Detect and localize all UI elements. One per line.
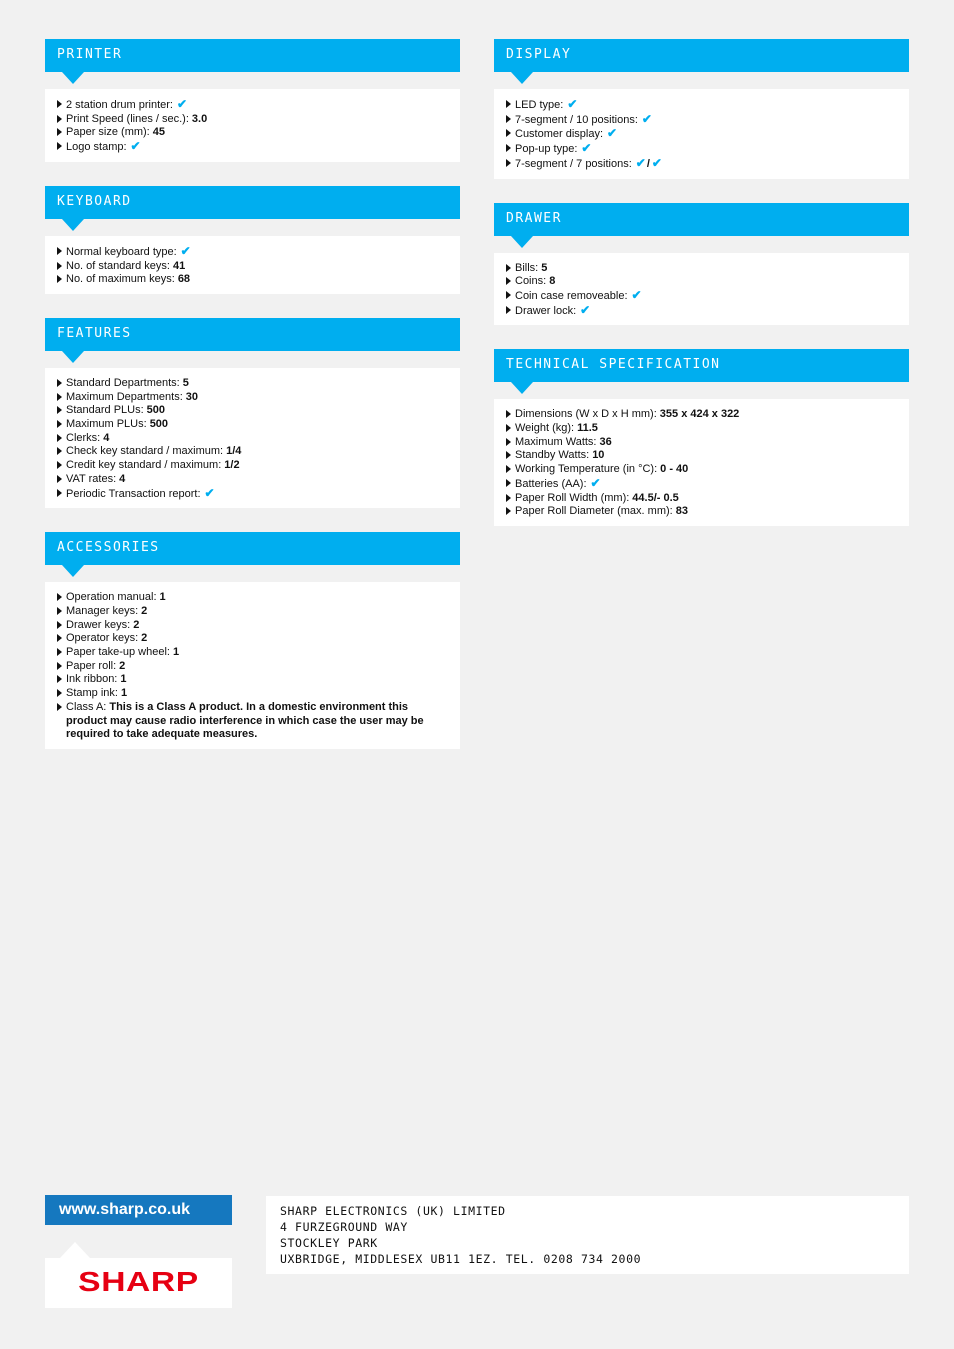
spec-value: 4 bbox=[103, 431, 110, 444]
spec-item bbox=[57, 140, 448, 155]
bullet-arrow-icon bbox=[506, 100, 511, 108]
spec-list bbox=[57, 98, 448, 155]
bullet-arrow-icon bbox=[57, 634, 62, 642]
spec-list bbox=[57, 245, 448, 287]
technical-specification-section bbox=[494, 349, 909, 526]
checkmark-icon: ✔ bbox=[580, 302, 591, 317]
header-pointer bbox=[511, 72, 533, 84]
spec-item bbox=[506, 304, 897, 319]
bullet-arrow-icon bbox=[506, 494, 511, 502]
features-section bbox=[45, 318, 460, 508]
spec-label: Paper Roll Width (mm): bbox=[515, 491, 630, 504]
spec-label: Coins: bbox=[515, 275, 547, 288]
spec-label: Ink ribbon: bbox=[66, 673, 118, 686]
checkmark-icon: ✔ bbox=[641, 111, 652, 126]
spec-label: No. of maximum keys: bbox=[66, 273, 175, 286]
spec-list bbox=[57, 591, 448, 742]
bullet-arrow-icon bbox=[506, 277, 511, 285]
section-header bbox=[45, 39, 460, 72]
section-title: DISPLAY bbox=[506, 47, 572, 62]
spec-value: 1 bbox=[172, 646, 180, 659]
spec-list bbox=[506, 262, 897, 319]
spec-list bbox=[57, 377, 448, 501]
spec-item bbox=[57, 418, 448, 432]
spec-value: 1 bbox=[159, 591, 166, 604]
checkmark-icon: ✔ bbox=[590, 475, 601, 490]
spec-value: 3.0 bbox=[191, 112, 208, 125]
bullet-arrow-icon bbox=[506, 438, 511, 446]
bullet-arrow-icon bbox=[57, 247, 62, 255]
spec-value: This is a Class A product. In a domestic environment this product may cause radio interference in which case the user may be required to take adequate measures. bbox=[66, 700, 424, 741]
left-column bbox=[45, 39, 460, 749]
logo-notch bbox=[60, 1242, 90, 1258]
spec-label: Paper roll: bbox=[66, 659, 117, 672]
spec-label: Drawer lock: bbox=[515, 304, 577, 317]
spec-label: Class A: bbox=[66, 700, 107, 713]
bullet-arrow-icon bbox=[57, 393, 62, 401]
company-address bbox=[266, 1196, 909, 1274]
spec-value: 10 bbox=[592, 449, 605, 462]
bullet-arrow-icon bbox=[57, 128, 62, 136]
spec-item bbox=[506, 98, 897, 113]
spec-label: Drawer keys: bbox=[66, 618, 131, 631]
bullet-arrow-icon bbox=[57, 621, 62, 629]
checkmark-icon: ✔ bbox=[651, 155, 662, 170]
spec-box bbox=[494, 399, 909, 526]
spec-box bbox=[45, 236, 460, 294]
address-line: 4 FURZEGROUND WAY bbox=[280, 1220, 408, 1234]
bullet-arrow-icon bbox=[57, 607, 62, 615]
header-pointer bbox=[62, 565, 84, 577]
bullet-arrow-icon bbox=[57, 420, 62, 428]
spec-label: Stamp ink: bbox=[66, 687, 118, 700]
spec-item bbox=[57, 487, 448, 502]
spec-label: VAT rates: bbox=[66, 472, 117, 485]
section-header bbox=[494, 349, 909, 382]
bullet-arrow-icon bbox=[57, 689, 62, 697]
spec-label: Operation manual: bbox=[66, 591, 157, 604]
bullet-arrow-icon bbox=[506, 479, 511, 487]
section-header bbox=[494, 39, 909, 72]
spec-label: Paper size (mm): bbox=[66, 126, 150, 139]
spec-label: Customer display: bbox=[515, 128, 604, 141]
spec-item bbox=[506, 492, 897, 506]
section-title: TECHNICAL SPECIFICATION bbox=[506, 357, 721, 373]
bullet-arrow-icon bbox=[57, 648, 62, 656]
spec-value: 83 bbox=[675, 505, 688, 518]
spec-item bbox=[506, 463, 897, 477]
bullet-arrow-icon bbox=[57, 262, 62, 270]
spec-value: 0 - 40 bbox=[660, 463, 689, 476]
spec-value: 44.5/- 0.5 bbox=[632, 491, 679, 504]
spec-box bbox=[494, 253, 909, 326]
bullet-arrow-icon bbox=[506, 115, 511, 123]
bullet-arrow-icon bbox=[57, 434, 62, 442]
spec-label: Credit key standard / maximum: bbox=[66, 459, 222, 472]
bullet-arrow-icon bbox=[506, 159, 511, 167]
display-section bbox=[494, 39, 909, 179]
checkmark-icon: ✔ bbox=[177, 97, 188, 111]
section-header bbox=[494, 203, 909, 236]
spec-value: 500 bbox=[149, 418, 169, 431]
spec-label: Pop-up type: bbox=[515, 143, 578, 156]
spec-item bbox=[57, 391, 448, 405]
bullet-arrow-icon bbox=[506, 424, 511, 432]
spec-label: Maximum PLUs: bbox=[66, 418, 147, 431]
checkmark-icon: ✔ bbox=[204, 485, 215, 500]
spec-label: Normal keyboard type: bbox=[66, 245, 177, 258]
spec-item bbox=[506, 142, 897, 157]
keyboard-section bbox=[45, 186, 460, 294]
header-pointer bbox=[62, 72, 84, 84]
bullet-arrow-icon bbox=[57, 275, 62, 283]
spec-label: Clerks: bbox=[66, 431, 101, 444]
spec-value: 68 bbox=[177, 273, 191, 286]
spec-item bbox=[57, 619, 448, 633]
spec-value: 5 bbox=[182, 376, 189, 389]
spec-list bbox=[506, 98, 897, 172]
bullet-arrow-icon bbox=[506, 410, 511, 418]
right-column bbox=[494, 39, 909, 550]
spec-item bbox=[506, 422, 897, 436]
checkmark-icon: ✔ bbox=[635, 155, 646, 170]
spec-label: Bills: bbox=[515, 261, 539, 274]
spec-value: 2 bbox=[119, 659, 126, 672]
bullet-arrow-icon bbox=[506, 144, 511, 152]
bullet-arrow-icon bbox=[57, 703, 62, 711]
spec-item bbox=[57, 126, 448, 140]
spec-label: 2 station drum printer: bbox=[66, 99, 173, 111]
sharp-logo-text: SHARP bbox=[78, 1266, 199, 1297]
spec-label: Manager keys: bbox=[66, 604, 139, 617]
checkmark-icon: ✔ bbox=[130, 139, 141, 154]
spec-item bbox=[57, 591, 448, 605]
spec-value: 5 bbox=[541, 261, 548, 274]
spec-value: 45 bbox=[152, 126, 165, 139]
bullet-arrow-icon bbox=[506, 451, 511, 459]
printer-section bbox=[45, 39, 460, 162]
spec-label: Standard Departments: bbox=[66, 376, 180, 389]
header-pointer bbox=[62, 219, 84, 231]
spec-value: 8 bbox=[549, 275, 556, 288]
spec-label: Paper Roll Diameter (max. mm): bbox=[515, 505, 673, 518]
spec-item bbox=[57, 473, 448, 487]
spec-item bbox=[506, 113, 897, 128]
bullet-arrow-icon bbox=[57, 461, 62, 469]
spec-item bbox=[57, 605, 448, 619]
bullet-arrow-icon bbox=[57, 379, 62, 387]
spec-label: 7-segment / 7 positions: bbox=[515, 157, 632, 170]
spec-value: 36 bbox=[599, 435, 612, 448]
spec-item bbox=[506, 505, 897, 519]
address-line: STOCKLEY PARK bbox=[280, 1236, 378, 1250]
spec-value: 2 bbox=[141, 604, 148, 617]
bullet-arrow-icon bbox=[506, 129, 511, 137]
spec-label: Dimensions (W x D x H mm): bbox=[515, 408, 657, 421]
spec-label: Standard PLUs: bbox=[66, 404, 144, 417]
spec-label: Weight (kg): bbox=[515, 422, 575, 435]
bullet-arrow-icon bbox=[506, 507, 511, 515]
slash-separator: / bbox=[646, 157, 650, 170]
spec-item bbox=[57, 632, 448, 646]
bullet-arrow-icon bbox=[57, 662, 62, 670]
section-title: DRAWER bbox=[506, 210, 562, 226]
spec-item bbox=[57, 432, 448, 446]
spec-value: 4 bbox=[119, 472, 126, 485]
spec-item bbox=[506, 157, 897, 172]
spec-value: 2 bbox=[133, 618, 140, 631]
spec-value: 500 bbox=[146, 404, 166, 417]
drawer-section bbox=[494, 203, 909, 326]
spec-value: 11.5 bbox=[577, 422, 598, 435]
header-pointer bbox=[511, 382, 533, 394]
spec-item bbox=[57, 445, 448, 459]
bullet-arrow-icon bbox=[506, 291, 511, 299]
spec-label: Paper take-up wheel: bbox=[66, 646, 170, 659]
spec-label: Logo stamp: bbox=[66, 141, 127, 154]
spec-box bbox=[45, 368, 460, 508]
bullet-arrow-icon bbox=[57, 593, 62, 601]
spec-value: 2 bbox=[141, 632, 148, 645]
spec-item bbox=[57, 673, 448, 687]
spec-label: Batteries (AA): bbox=[515, 477, 587, 490]
spec-item bbox=[57, 404, 448, 418]
checkmark-icon: ✔ bbox=[631, 287, 642, 302]
bullet-arrow-icon bbox=[506, 465, 511, 473]
accessories-section bbox=[45, 532, 460, 749]
section-header bbox=[45, 318, 460, 351]
spec-item bbox=[57, 260, 448, 274]
spec-label: Periodic Transaction report: bbox=[66, 487, 201, 500]
spec-item bbox=[57, 377, 448, 391]
spec-item bbox=[506, 436, 897, 450]
spec-label: LED type: bbox=[515, 99, 564, 111]
spec-item bbox=[506, 477, 897, 492]
checkmark-icon: ✔ bbox=[567, 97, 578, 111]
bullet-arrow-icon bbox=[57, 142, 62, 150]
spec-label: Working Temperature (in °C): bbox=[515, 463, 658, 476]
spec-value: 1/4 bbox=[226, 445, 242, 458]
spec-label: Standby Watts: bbox=[515, 449, 590, 462]
spec-item bbox=[506, 289, 897, 304]
spec-item bbox=[506, 275, 897, 289]
spec-item bbox=[57, 687, 448, 701]
section-header bbox=[45, 532, 460, 565]
spec-value: 355 x 424 x 322 bbox=[659, 408, 740, 421]
spec-item bbox=[57, 646, 448, 660]
header-pointer bbox=[62, 351, 84, 363]
bullet-arrow-icon bbox=[57, 115, 62, 123]
spec-item bbox=[57, 660, 448, 674]
spec-item bbox=[57, 98, 448, 113]
spec-value: 41 bbox=[172, 259, 186, 272]
header-pointer bbox=[511, 236, 533, 248]
spec-value: 1/2 bbox=[224, 459, 240, 472]
bullet-arrow-icon bbox=[506, 306, 511, 314]
address-line: SHARP ELECTRONICS (UK) LIMITED bbox=[280, 1204, 506, 1218]
spec-label: No. of standard keys: bbox=[66, 259, 170, 272]
spec-item bbox=[506, 127, 897, 142]
spec-item bbox=[57, 701, 448, 742]
spec-item bbox=[506, 449, 897, 463]
spec-label: Coin case removeable: bbox=[515, 289, 628, 302]
spec-box bbox=[45, 582, 460, 749]
spec-box bbox=[45, 89, 460, 162]
bullet-arrow-icon bbox=[57, 100, 62, 108]
spec-box bbox=[494, 89, 909, 179]
section-header bbox=[45, 186, 460, 219]
spec-label: Print Speed (lines / sec.): bbox=[66, 112, 189, 125]
bullet-arrow-icon bbox=[57, 406, 62, 414]
spec-item bbox=[506, 408, 897, 422]
checkmark-icon: ✔ bbox=[581, 141, 592, 156]
spec-value: 1 bbox=[120, 687, 128, 700]
checkmark-icon: ✔ bbox=[180, 243, 191, 258]
website-link[interactable]: www.sharp.co.uk bbox=[45, 1195, 232, 1225]
section-title: KEYBOARD bbox=[57, 193, 132, 209]
bullet-arrow-icon bbox=[57, 475, 62, 483]
address-line: UXBRIDGE, MIDDLESEX UB11 1EZ. TEL. 0208 734 2000 bbox=[280, 1252, 642, 1266]
sharp-logo bbox=[45, 1258, 232, 1308]
bullet-arrow-icon bbox=[57, 675, 62, 683]
spec-value: 30 bbox=[185, 390, 199, 403]
spec-value: 1 bbox=[120, 673, 127, 686]
bullet-arrow-icon bbox=[57, 447, 62, 455]
spec-label: Check key standard / maximum: bbox=[66, 445, 224, 458]
spec-label: Maximum Departments: bbox=[66, 390, 183, 403]
checkmark-icon: ✔ bbox=[607, 126, 618, 141]
spec-label: 7-segment / 10 positions: bbox=[515, 113, 638, 126]
spec-item bbox=[57, 113, 448, 127]
spec-item bbox=[506, 262, 897, 276]
spec-item bbox=[57, 245, 448, 260]
bullet-arrow-icon bbox=[57, 489, 62, 497]
section-title: ACCESSORIES bbox=[57, 540, 160, 556]
spec-item bbox=[57, 459, 448, 473]
spec-label: Operator keys: bbox=[66, 632, 139, 645]
spec-list bbox=[506, 408, 897, 519]
bullet-arrow-icon bbox=[506, 264, 511, 272]
spec-item bbox=[57, 273, 448, 287]
section-title: FEATURES bbox=[57, 325, 132, 341]
spec-label: Maximum Watts: bbox=[515, 435, 597, 448]
section-title: PRINTER bbox=[57, 47, 123, 62]
